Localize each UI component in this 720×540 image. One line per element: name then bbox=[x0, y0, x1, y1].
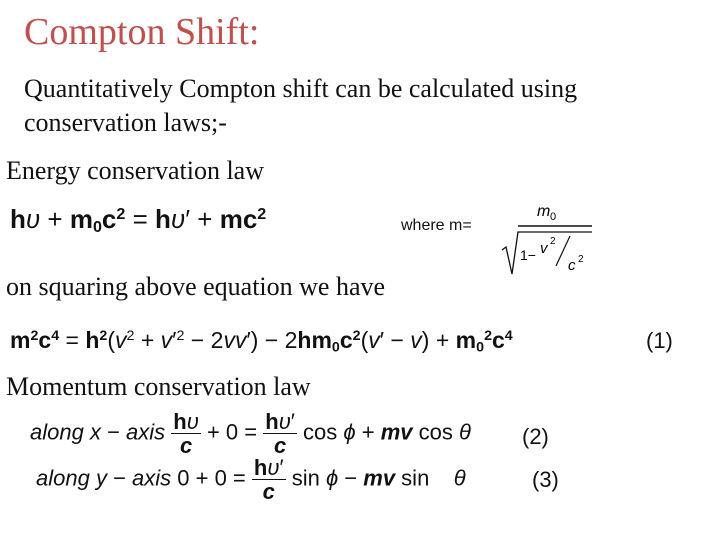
svg-text:v: v bbox=[540, 240, 548, 257]
where-label: where m= bbox=[401, 217, 472, 234]
equation-2-label: (2) bbox=[522, 424, 549, 449]
equation-1-label: (1) bbox=[646, 328, 673, 353]
relativistic-mass-formula bbox=[500, 198, 600, 280]
squared-equation: $m^2c^4 = h^2(v^2 + v'^2 - 2vv') - 2hm_0c^2(v' - v) + m_0^2c^4$ bbox=[10, 327, 513, 356]
svg-text:2: 2 bbox=[550, 236, 556, 247]
svg-text:c: c bbox=[568, 257, 576, 274]
equation-3-label: (3) bbox=[532, 467, 559, 492]
momentum-heading: Momentum conservation law bbox=[6, 372, 311, 401]
svg-text:0: 0 bbox=[550, 211, 557, 223]
energy-heading: Energy conservation law bbox=[6, 156, 264, 185]
energy-equation: $h\upsilon + m_0c^2 = h\upsilon' + mc^2$ bbox=[10, 204, 267, 237]
svg-text:m: m bbox=[537, 203, 551, 220]
y-axis-equation: along y − axis 0 + 0 = $\frac{h\upsilon'}{c}$ sin ϕ − mv sin θ bbox=[36, 455, 466, 505]
squaring-text: on squaring above equation we have bbox=[6, 272, 386, 301]
intro-line-2: conservation laws;- bbox=[24, 108, 227, 137]
svg-text:2: 2 bbox=[578, 254, 584, 265]
svg-text:1−: 1− bbox=[520, 247, 536, 263]
slide-title: Compton Shift: bbox=[24, 11, 260, 53]
x-axis-equation: along x − axis $\frac{h\upsilon}{c}$ + 0 = $\frac{h\upsilon'}{c}$ cos ϕ + mv cos θ bbox=[30, 409, 471, 459]
intro-line-1: Quantitatively Compton shift can be calculated using bbox=[24, 74, 578, 103]
